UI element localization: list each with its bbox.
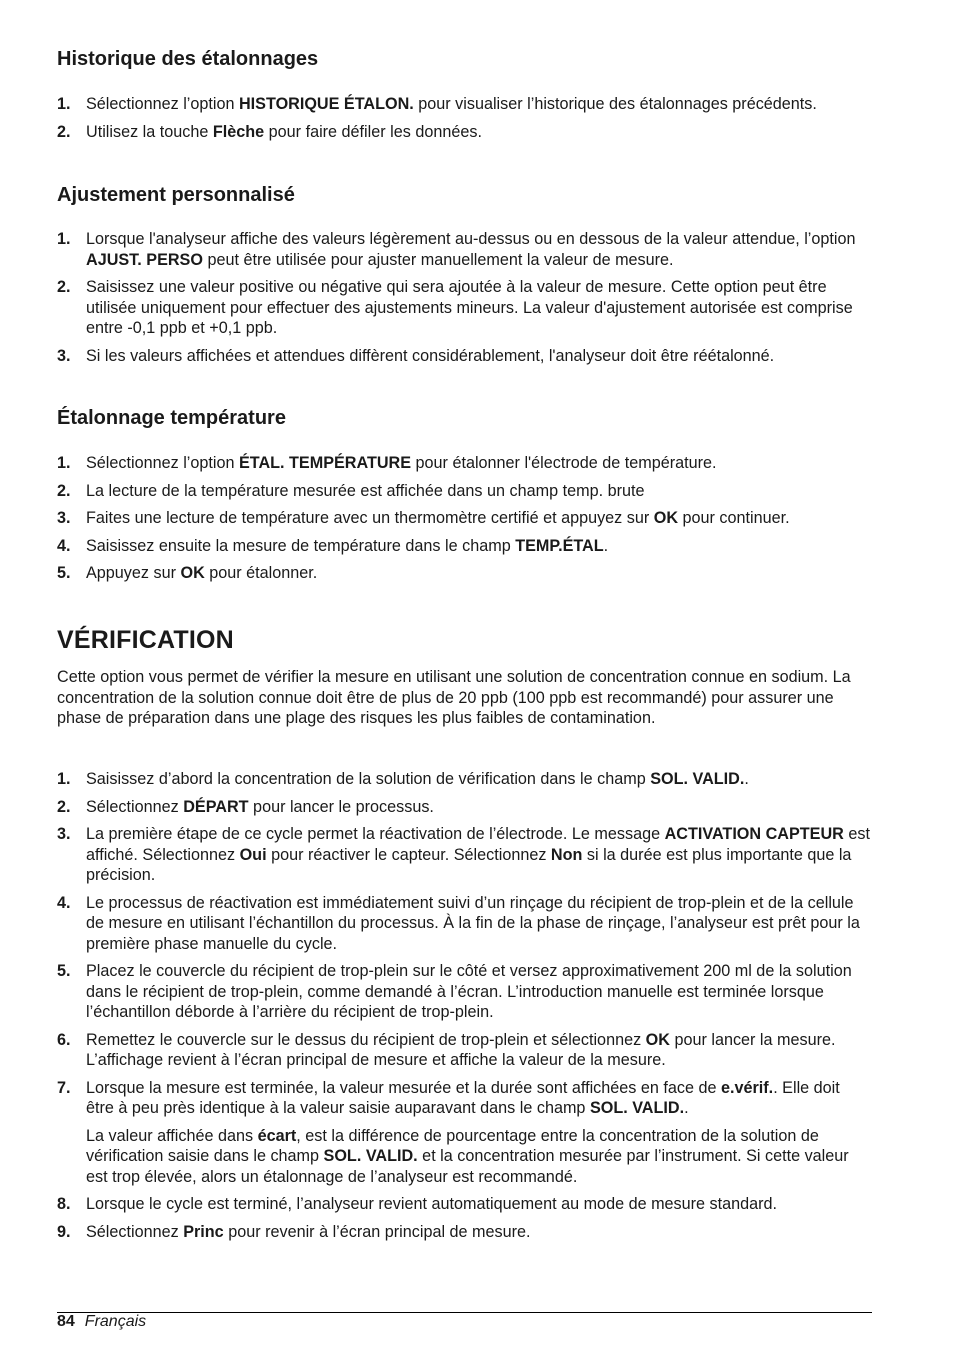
text-run: . <box>744 770 749 788</box>
text-run: La valeur affichée dans <box>86 1126 258 1145</box>
list-item <box>57 94 872 115</box>
text-run: pour faire défiler les données. <box>264 122 482 141</box>
step-number: 5. <box>57 564 71 582</box>
list-item <box>57 481 872 502</box>
step-number: 2. <box>57 122 71 141</box>
heading-historique: Historique des étalonnages <box>57 48 319 70</box>
list-item <box>57 1030 872 1071</box>
text-run: pour réactiver le capteur. Sélectionnez <box>266 845 551 864</box>
text-run: pour revenir à l’écran principal de mesure. <box>223 1222 531 1241</box>
bold-term: Flèche <box>212 122 265 141</box>
page-number: 84 <box>57 1313 75 1330</box>
text-run: Faites une lecture de température avec un thermomètre certifié et appuyez sur <box>86 509 654 527</box>
bold-term: e.vérif. <box>720 1078 774 1097</box>
bold-term: Oui <box>239 845 267 864</box>
step-number: 2. <box>57 278 71 296</box>
text-run: Appuyez sur <box>86 564 181 582</box>
step-text <box>86 508 872 529</box>
bold-term: ACTIVATION CAPTEUR <box>664 825 844 843</box>
step-number: 8. <box>57 1195 71 1213</box>
text-run: , est la différence de pourcentage entre la concentration de la solution de vérification saisie dans le champ <box>86 1126 819 1165</box>
bold-term: HISTORIQUE ÉTALON. <box>238 95 414 113</box>
text-run: . <box>603 536 609 555</box>
bold-term: Princ <box>183 1222 224 1241</box>
page-footer <box>57 1312 146 1332</box>
list-temperature <box>57 453 872 584</box>
list-item <box>57 1222 872 1243</box>
heading-ajustement: Ajustement personnalisé <box>57 184 295 206</box>
list-historique <box>57 94 872 142</box>
bold-term: SOL. VALID. <box>323 1147 418 1165</box>
step-number: 2. <box>57 797 71 816</box>
step-text <box>86 1030 872 1071</box>
step-text <box>86 122 872 143</box>
step-text <box>86 453 872 474</box>
step-number: 2. <box>57 481 71 500</box>
bold-term: ÉTAL. TEMPÉRATURE <box>238 454 412 472</box>
bold-term: OK <box>645 1030 670 1049</box>
list-item <box>57 346 872 367</box>
text-run: Saisissez une valeur positive ou négative qui sera ajoutée à la valeur de mesure. Cette option peut être utilisée uniquement pour effectuer des ajustements mineurs. La valeur d'ajustement autorisée est comprise entre -0,1 ppb et +0,1 ppb. <box>86 278 853 337</box>
step-number: 3. <box>57 346 71 365</box>
step-number: 3. <box>57 825 71 843</box>
step-text <box>86 481 872 502</box>
step-number: 4. <box>57 536 71 555</box>
list-item <box>57 797 872 818</box>
step-number: 9. <box>57 1222 71 1241</box>
step-text <box>86 1194 872 1215</box>
text-run: Lorsque le cycle est terminé, l’analyseur revient automatiquement au mode de mesure standard. <box>86 1195 778 1213</box>
list-item <box>57 229 872 270</box>
text-run: Placez le couvercle du récipient de trop-plein sur le côté et versez approximativement 200 ml de la solution dans le récipient de trop-plein, comme demandé à l’écran. L’introduction manuelle est terminée lorsque l’échantillon déborde à l’arrière du récipient de trop-plein. <box>86 962 852 1021</box>
list-item <box>57 536 872 557</box>
step-text <box>86 1222 872 1243</box>
text-run: La lecture de la température mesurée est affichée dans un champ temp. brute <box>86 481 645 500</box>
list-verification <box>57 769 872 1242</box>
text-run: si la durée est plus importante que la précision. <box>86 845 852 884</box>
text-run: pour étalonner. <box>204 564 318 582</box>
list-item <box>57 508 872 529</box>
text-run: La première étape de ce cycle permet la réactivation de l’électrode. Le message <box>86 825 665 843</box>
step-number: 7. <box>57 1078 71 1097</box>
step-text <box>86 277 872 339</box>
text-run: Saisissez d’abord la concentration de la solution de vérification dans le champ <box>86 770 651 788</box>
step-number: 4. <box>57 893 71 912</box>
bold-term: TEMP.ÉTAL <box>515 536 604 555</box>
list-item <box>57 824 872 886</box>
bold-term: DÉPART <box>183 797 249 816</box>
step-number: 3. <box>57 509 71 527</box>
bold-term: Non <box>550 845 583 864</box>
bold-term: OK <box>180 564 205 582</box>
text-run: . <box>684 1099 689 1117</box>
list-item <box>57 277 872 339</box>
text-run: pour continuer. <box>678 509 790 527</box>
step-text <box>86 563 872 584</box>
text-run: Sélectionnez <box>86 1222 184 1241</box>
step-text <box>86 346 872 367</box>
text-run: . Elle doit être à peu près identique à la valeur saisie auparavant dans le champ <box>86 1078 840 1117</box>
step-text <box>86 893 872 955</box>
bold-term: AJUST. PERSO <box>86 250 203 269</box>
list-item <box>57 893 872 955</box>
text-run: Lorsque la mesure est terminée, la valeur mesurée et la durée sont affichées en face de <box>86 1078 721 1097</box>
bold-term: SOL. VALID. <box>650 770 745 788</box>
step-number: 1. <box>57 95 71 113</box>
heading-temperature: Étalonnage température <box>57 407 286 429</box>
text-run: Sélectionnez l’option <box>86 95 239 113</box>
text-run: Lorsque l'analyseur affiche des valeurs légèrement au-dessus ou en dessous de la valeur attendue, l’option <box>86 230 856 248</box>
text-run: Remettez le couvercle sur le dessus du récipient de trop-plein et sélectionnez <box>86 1030 646 1049</box>
text-run: peut être utilisée pour ajuster manuellement la valeur de mesure. <box>202 250 674 269</box>
footer-divider <box>57 1312 872 1313</box>
list-item <box>57 453 872 474</box>
text-run: Sélectionnez l’option <box>86 454 239 472</box>
list-item <box>57 1078 872 1188</box>
step-note <box>86 1126 872 1188</box>
list-item <box>57 1194 872 1215</box>
text-run: Utilisez la touche <box>86 122 213 141</box>
list-item <box>57 563 872 584</box>
text-run: Le processus de réactivation est immédiatement suivi d’un rinçage du récipient de trop-plein et de la cellule de mesure en utilisant l’échantillon du processus. À la fin de la phase de rinçage, l’analyseur est prêt pour la première phase manuelle du cycle. <box>86 893 860 953</box>
step-number: 1. <box>57 454 71 472</box>
step-number: 1. <box>57 230 71 248</box>
text-run: pour lancer la mesure. L’affichage revient à l’écran principal de mesure et affiche la valeur de la mesure. <box>86 1030 836 1069</box>
text-run: Si les valeurs affichées et attendues diffèrent considérablement, l'analyseur doit être réétalonné. <box>86 346 775 365</box>
text-run: pour lancer le processus. <box>248 797 434 816</box>
step-number: 5. <box>57 962 71 980</box>
text-run: pour étalonner l'électrode de température. <box>411 454 717 472</box>
step-number: 1. <box>57 770 71 788</box>
list-ajustement <box>57 229 872 366</box>
text-run: pour visualiser l’historique des étalonnages précédents. <box>413 95 817 113</box>
step-text <box>86 229 872 270</box>
verification-intro: Cette option vous permet de vérifier la mesure en utilisant une solution de concentration connue en sodium. La concentration de la solution connue doit être de plus de 20 ppb (100 ppb est recommandé) pour assurer une phase de préparation dans une plage des risques les plus faibles de contamination. <box>57 668 851 727</box>
step-text <box>86 536 872 557</box>
list-item <box>57 961 872 1023</box>
step-text <box>86 961 872 1023</box>
step-text <box>86 94 872 115</box>
bold-term: écart <box>257 1126 297 1145</box>
text-run: et la concentration mesurée par l’instrument. Si cette valeur est trop élevée, alors un étalonnage de l’analyseur est recommandé. <box>86 1147 849 1186</box>
step-text <box>86 769 872 790</box>
list-item <box>57 122 872 143</box>
bold-term: SOL. VALID. <box>589 1099 685 1117</box>
text-run: Saisissez ensuite la mesure de température dans le champ <box>86 536 516 555</box>
step-text <box>86 797 872 818</box>
text-run: Sélectionnez <box>86 797 184 816</box>
bold-term: OK <box>653 509 679 527</box>
step-text <box>86 824 872 886</box>
text-run: est affiché. Sélectionnez <box>86 825 870 864</box>
list-item <box>57 769 872 790</box>
footer-language: Français <box>84 1313 147 1330</box>
step-number: 6. <box>57 1030 71 1049</box>
heading-verification: VÉRIFICATION <box>57 626 234 654</box>
step-text <box>86 1078 872 1119</box>
